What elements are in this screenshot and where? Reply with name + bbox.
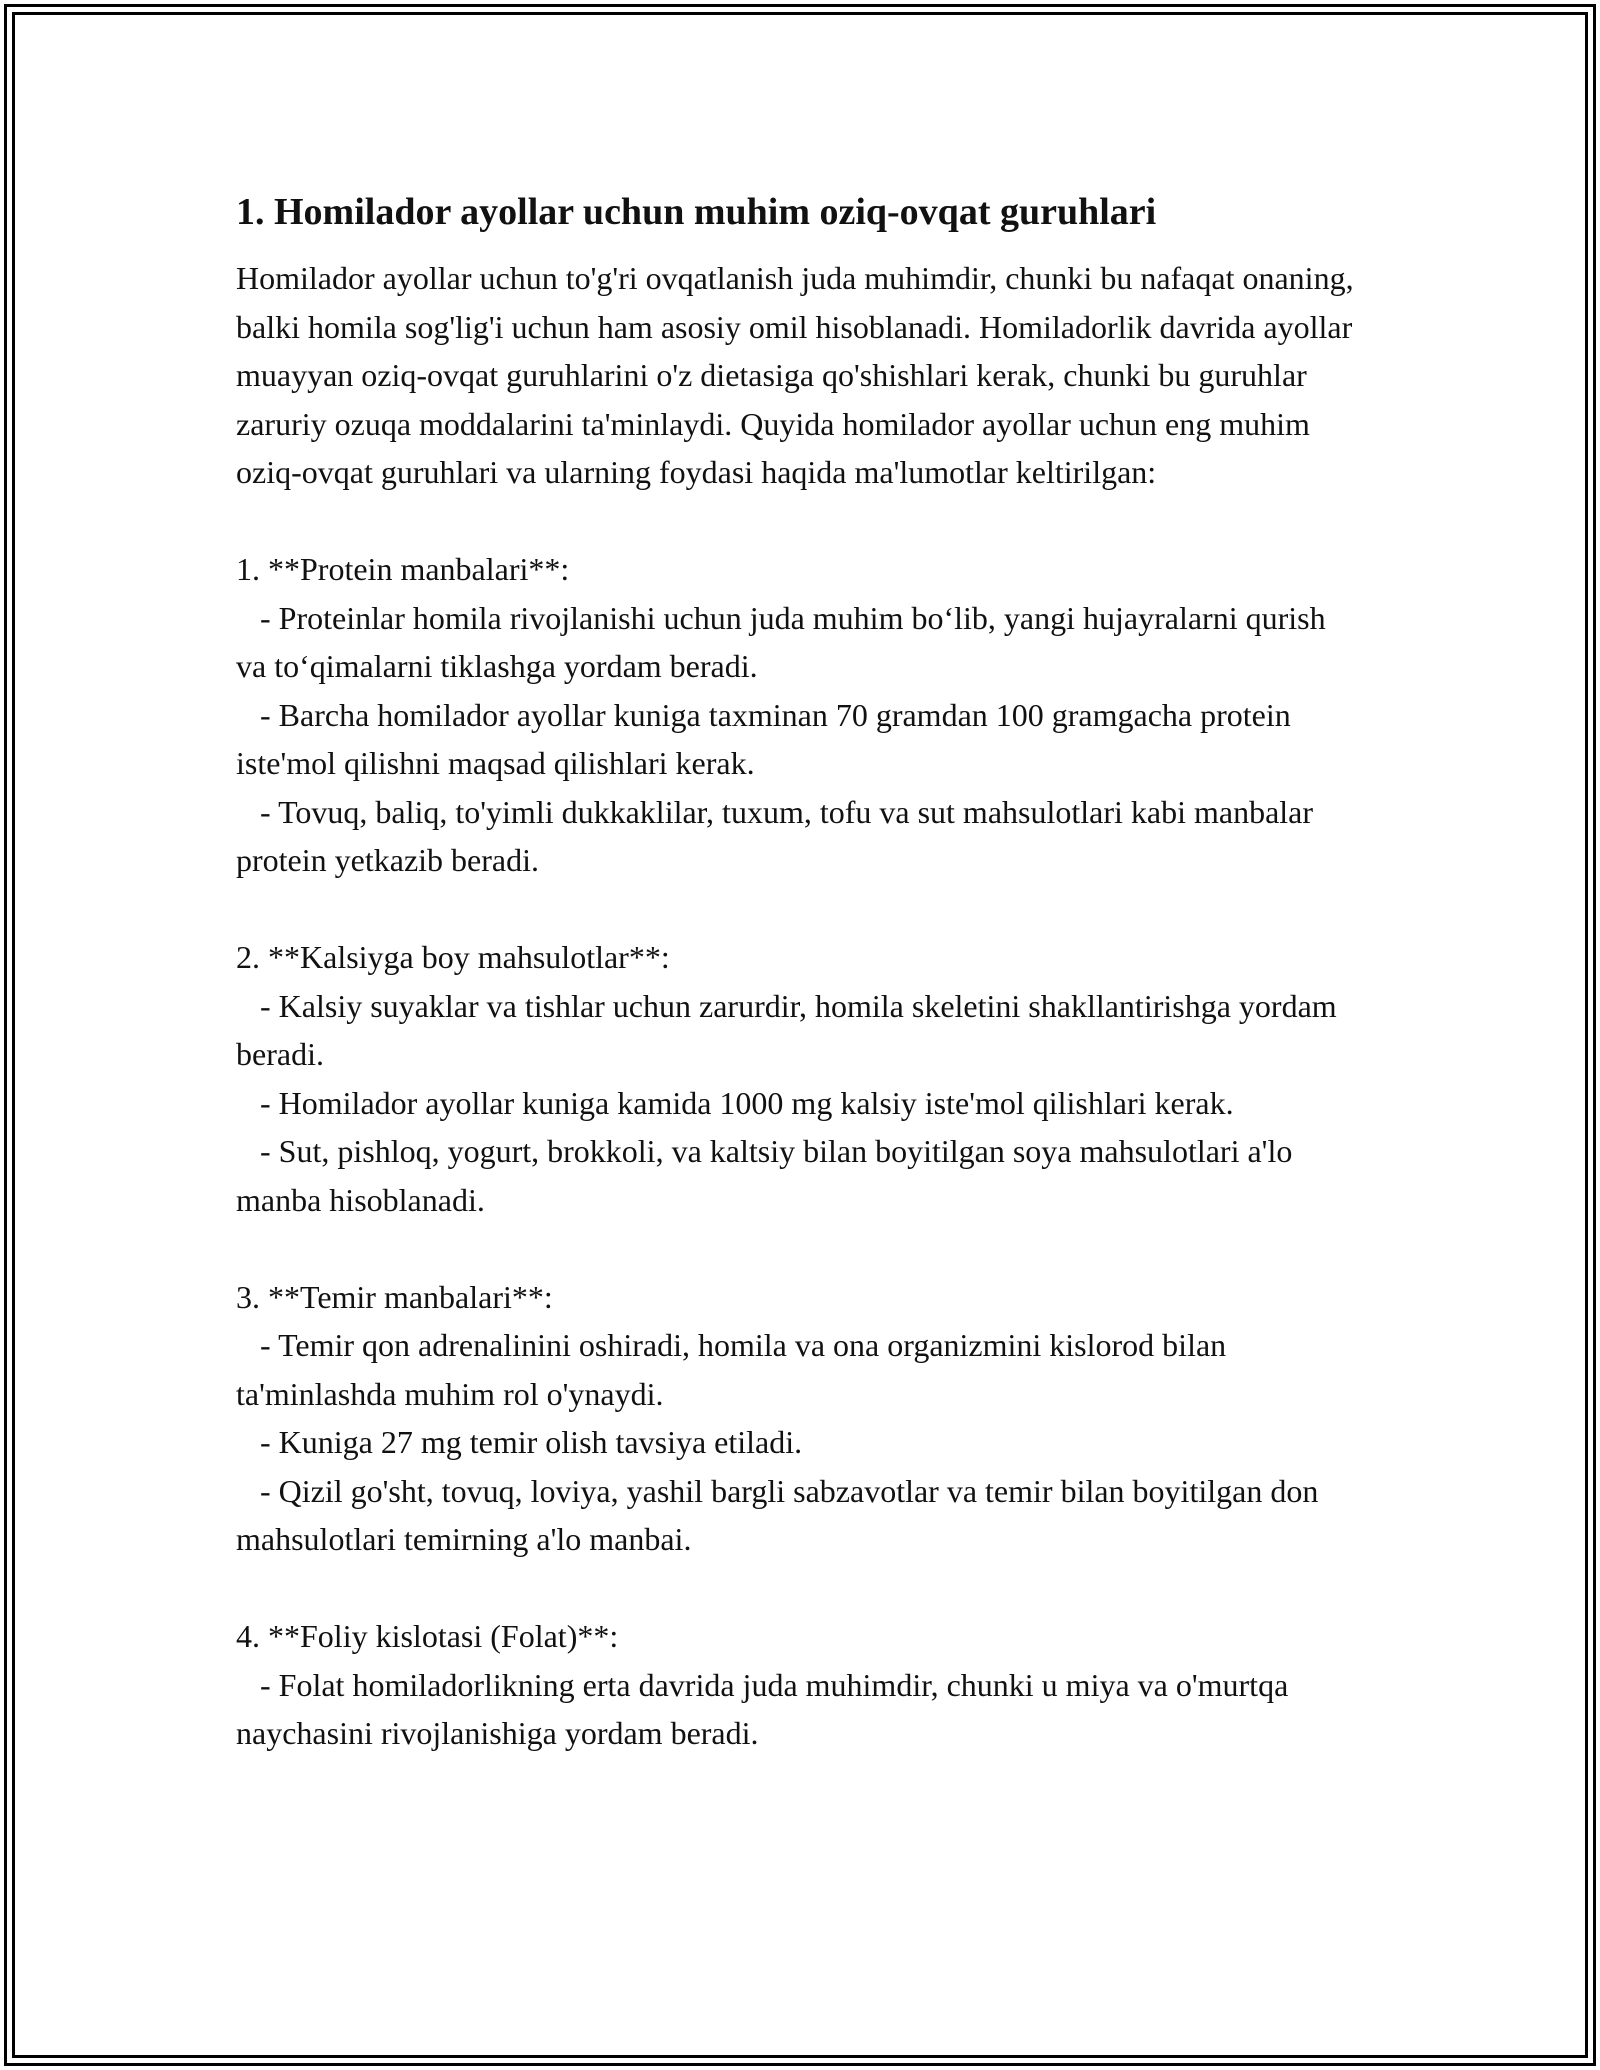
list-item: - Proteinlar homila rivojlanishi uchun juda muhim bo‘lib, yangi hujayralarni qurish va to‘qimalarni tiklashga yordam beradi.	[236, 594, 1356, 691]
section-folate	[236, 1612, 1356, 1758]
list-item: - Barcha homilador ayollar kuniga taxminan 70 gramdan 100 gramgacha protein iste'mol qilishni maqsad qilishlari kerak.	[236, 691, 1356, 788]
list-item: - Folat homiladorlikning erta davrida juda muhimdir, chunki u miya va o'murtqa naychasini rivojlanishiga yordam beradi.	[236, 1661, 1356, 1758]
intro-paragraph: Homilador ayollar uchun to'g'ri ovqatlanish juda muhimdir, chunki bu nafaqat onaning, balki homila sog'lig'i uchun ham asosiy omil hisoblanadi. Homiladorlik davrida ayollar muayyan oziq-ovqat guruhlarini o'z dietasiga qo'shishlari kerak, chunki bu guruhlar zaruriy ozuqa moddalarini ta'minlaydi. Quyida homilador ayollar uchun eng muhim oziq-ovqat guruhlari va ularning foydasi haqida ma'lumotlar keltirilgan:	[236, 260, 1354, 490]
section-heading: 2. **Kalsiyga boy mahsulotlar**:	[236, 939, 670, 975]
list-item: - Homilador ayollar kuniga kamida 1000 mg kalsiy iste'mol qilishlari kerak.	[236, 1079, 1356, 1128]
document-title: 1. Homilador ayollar uchun muhim oziq-ovqat guruhlari	[236, 191, 1157, 233]
section-heading: 3. **Temir manbalari**:	[236, 1278, 553, 1315]
list-item: - Temir qon adrenalinini oshiradi, homila va ona organizmini kislorod bilan ta'minlashda muhim rol o'ynaydi.	[236, 1321, 1356, 1418]
list-item: - Kalsiy suyaklar va tishlar uchun zarurdir, homila skeletini shakllantirishga yordam beradi.	[236, 982, 1356, 1079]
section-protein	[236, 545, 1356, 885]
document-body	[236, 186, 1356, 1806]
list-item: - Kuniga 27 mg temir olish tavsiya etiladi.	[236, 1418, 1356, 1467]
list-item: - Tovuq, baliq, to'yimli dukkaklilar, tuxum, tofu va sut mahsulotlari kabi manbalar protein yetkazib beradi.	[236, 788, 1356, 885]
list-item: - Sut, pishloq, yogurt, brokkoli, va kaltsiy bilan boyitilgan soya mahsulotlari a'lo manba hisoblanadi.	[236, 1127, 1356, 1224]
section-iron	[236, 1273, 1356, 1564]
section-heading: 1. **Protein manbalari**:	[236, 551, 570, 587]
section-calcium	[236, 933, 1356, 1224]
list-item: - Qizil go'sht, tovuq, loviya, yashil bargli sabzavotlar va temir bilan boyitilgan don mahsulotlari temirning a'lo manbai.	[236, 1467, 1356, 1564]
section-heading: 4. **Foliy kislotasi (Folat)**:	[236, 1618, 619, 1654]
